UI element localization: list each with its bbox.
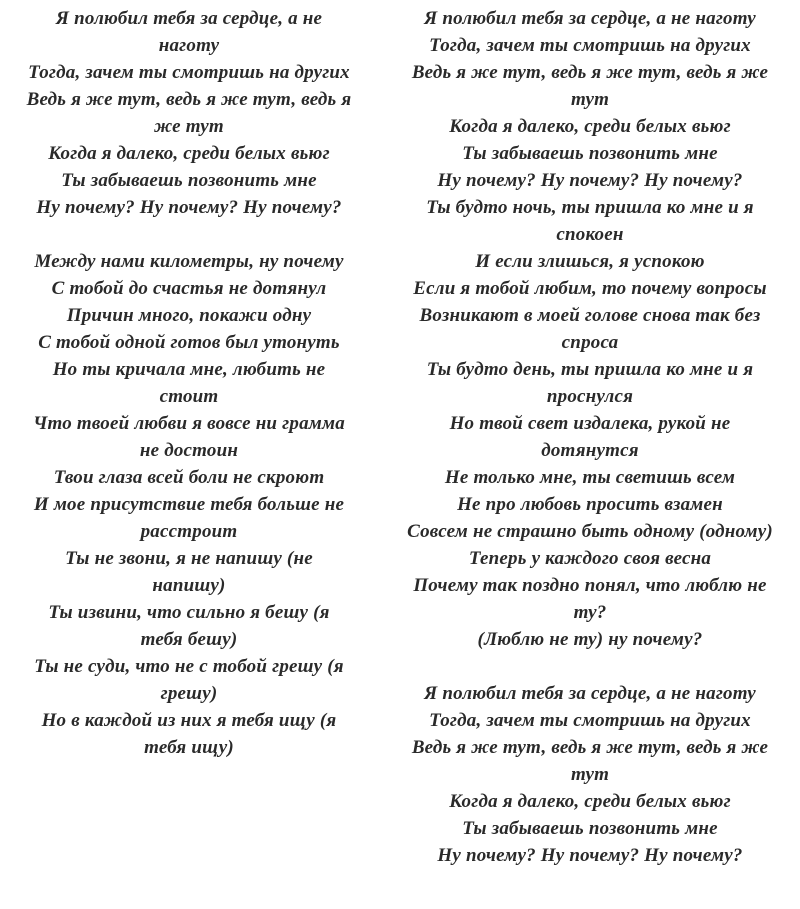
lyric-line: Ты извини, что сильно я бешу (я	[48, 602, 330, 623]
lyric-line: тут	[570, 89, 610, 110]
lyric-line: И если злишься, я успокою	[475, 251, 705, 272]
lyric-line: Твои глаза всей боли не скроют	[53, 467, 325, 488]
lyric-line: дотянутся	[541, 440, 639, 461]
lyric-line: проснулся	[546, 386, 634, 407]
lyric-line: же тут	[154, 116, 224, 137]
lyric-line: Совсем не страшно быть одному (одному)	[407, 521, 773, 542]
lyric-line: Ведь я же тут, ведь я же тут, ведь я же	[411, 737, 769, 758]
lyric-line: С тобой до счастья не дотянул	[51, 278, 327, 299]
lyric-line: Почему так поздно понял, что люблю не	[413, 575, 767, 596]
lyric-line: тебя ищу)	[144, 737, 234, 758]
lyric-line: спокоен	[556, 224, 624, 245]
lyric-line: Ну почему? Ну почему? Ну почему?	[36, 197, 342, 218]
lyric-line: Ты будто ночь, ты пришла ко мне и я	[426, 197, 754, 218]
lyric-line: тебя бешу)	[140, 629, 238, 650]
lyrics-column-left	[8, 5, 370, 761]
lyric-line: Ведь я же тут, ведь я же тут, ведь я же	[411, 62, 769, 83]
lyric-line: Я полюбил тебя за сердце, а не наготу	[424, 8, 756, 29]
lyric-line: Что твоей любви я вовсе ни грамма	[33, 413, 345, 434]
lyric-line: расстроит	[140, 521, 238, 542]
lyric-line: Ты забываешь позвонить мне	[462, 818, 718, 839]
lyric-line: Ты не звони, я не напишу (не	[65, 548, 313, 569]
lyric-line: Когда я далеко, среди белых вьюг	[48, 143, 330, 164]
stanza-break	[8, 221, 370, 248]
lyric-line: Тогда, зачем ты смотришь на других	[429, 710, 751, 731]
lyric-line: И мое присутствие тебя больше не	[33, 494, 345, 515]
lyric-line: не достоин	[139, 440, 239, 461]
lyric-line: Ну почему? Ну почему? Ну почему?	[437, 170, 743, 191]
stanza-break	[385, 653, 795, 680]
lyric-line: грешу)	[160, 683, 218, 704]
lyric-line: Если я тобой любим, то почему вопросы	[413, 278, 767, 299]
lyric-line: Ну почему? Ну почему? Ну почему?	[437, 845, 743, 866]
lyric-line: Тогда, зачем ты смотришь на других	[28, 62, 350, 83]
lyric-line: Причин много, покажи одну	[66, 305, 312, 326]
lyric-line: Не про любовь просить взамен	[457, 494, 723, 515]
lyric-line: Ты забываешь позвонить мне	[61, 170, 317, 191]
lyric-line: Ведь я же тут, ведь я же тут, ведь я	[26, 89, 352, 110]
lyric-line: (Люблю не ту) ну почему?	[477, 629, 703, 650]
lyric-line: Тогда, зачем ты смотришь на других	[429, 35, 751, 56]
lyric-line: Ты забываешь позвонить мне	[462, 143, 718, 164]
lyric-line: С тобой одной готов был утонуть	[38, 332, 340, 353]
lyric-line: стоит	[159, 386, 219, 407]
lyric-line: Я полюбил тебя за сердце, а не наготу	[424, 683, 756, 704]
lyric-line: Но твой свет издалека, рукой не	[449, 413, 731, 434]
lyric-line: Когда я далеко, среди белых вьюг	[449, 791, 731, 812]
lyric-line: спроса	[561, 332, 619, 353]
lyric-line: Но в каждой из них я тебя ищу (я	[41, 710, 337, 731]
lyric-line: Не только мне, ты светишь всем	[444, 467, 736, 488]
lyric-line: Между нами километры, ну почему	[34, 251, 344, 272]
lyric-line: тут	[570, 764, 610, 785]
lyric-line: напишу)	[152, 575, 226, 596]
lyric-line: наготу	[158, 35, 220, 56]
lyric-line: Когда я далеко, среди белых вьюг	[449, 116, 731, 137]
lyric-line: Возникают в моей голове снова так без	[419, 305, 761, 326]
lyric-line: Теперь у каждого своя весна	[468, 548, 712, 569]
lyric-line: Но ты кричала мне, любить не	[52, 359, 326, 380]
lyric-line: ту?	[573, 602, 607, 623]
lyrics-column-right	[385, 5, 795, 869]
lyric-line: Я полюбил тебя за сердце, а не	[55, 8, 323, 29]
lyric-line: Ты не суди, что не с тобой грешу (я	[34, 656, 344, 677]
lyric-line: Ты будто день, ты пришла ко мне и я	[426, 359, 754, 380]
